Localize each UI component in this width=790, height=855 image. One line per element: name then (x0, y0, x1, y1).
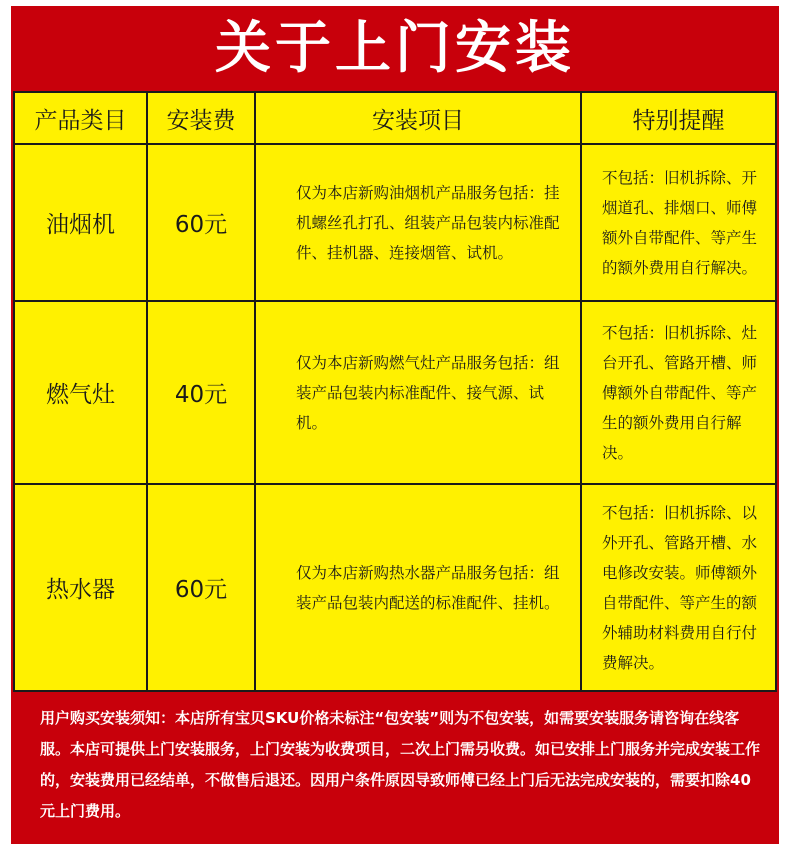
table-row (14, 144, 776, 301)
note-cell: 不包括：旧机拆除、以外开孔、管路开槽、水电修改安装。师傅额外自带配件、等产生的额外辅助材料费用自行付费解决。 (581, 484, 776, 691)
header-note: 特别提醒 (581, 92, 776, 144)
installation-table (13, 91, 777, 692)
project-cell: 仅为本店新购油烟机产品服务包括：挂机螺丝孔打孔、组装产品包装内标准配件、挂机器、连接烟管、试机。 (255, 144, 581, 301)
header-project: 安装项目 (255, 92, 581, 144)
fee-cell: 60元 (147, 484, 255, 691)
note-cell: 不包括：旧机拆除、灶台开孔、管路开槽、师傅额外自带配件、等产生的额外费用自行解决。 (581, 301, 776, 484)
header-category: 产品类目 (14, 92, 147, 144)
table-row (14, 301, 776, 484)
note-cell: 不包括：旧机拆除、开烟道孔、排烟口、师傅额外自带配件、等产生的额外费用自行解决。 (581, 144, 776, 301)
category-cell: 热水器 (14, 484, 147, 691)
fee-cell: 40元 (147, 301, 255, 484)
header-fee: 安装费 (147, 92, 255, 144)
fee-cell: 60元 (147, 144, 255, 301)
table-header-row (14, 92, 776, 144)
category-cell: 燃气灶 (14, 301, 147, 484)
page-title: 关于上门安装 (215, 16, 575, 81)
project-cell: 仅为本店新购燃气灶产品服务包括：组装产品包装内标准配件、接气源、试机。 (255, 301, 581, 484)
purchase-notice: 用户购买安装须知：本店所有宝贝SKU价格未标注“包安装”则为不包安装，如需要安装服务请咨询在线客服。本店可提供上门安装服务，上门安装为收费项目，二次上门需另收费。如已安排上门服务并完成安装工作的，安装费用已经结单，不做售后退还。因用户条件原因导致师傅已经上门后无法完成安装的，需要扣除40元上门费用。 (40, 709, 761, 820)
project-cell: 仅为本店新购热水器产品服务包括：组装产品包装内配送的标准配件、挂机。 (255, 484, 581, 691)
table-row (14, 484, 776, 691)
category-cell: 油烟机 (14, 144, 147, 301)
